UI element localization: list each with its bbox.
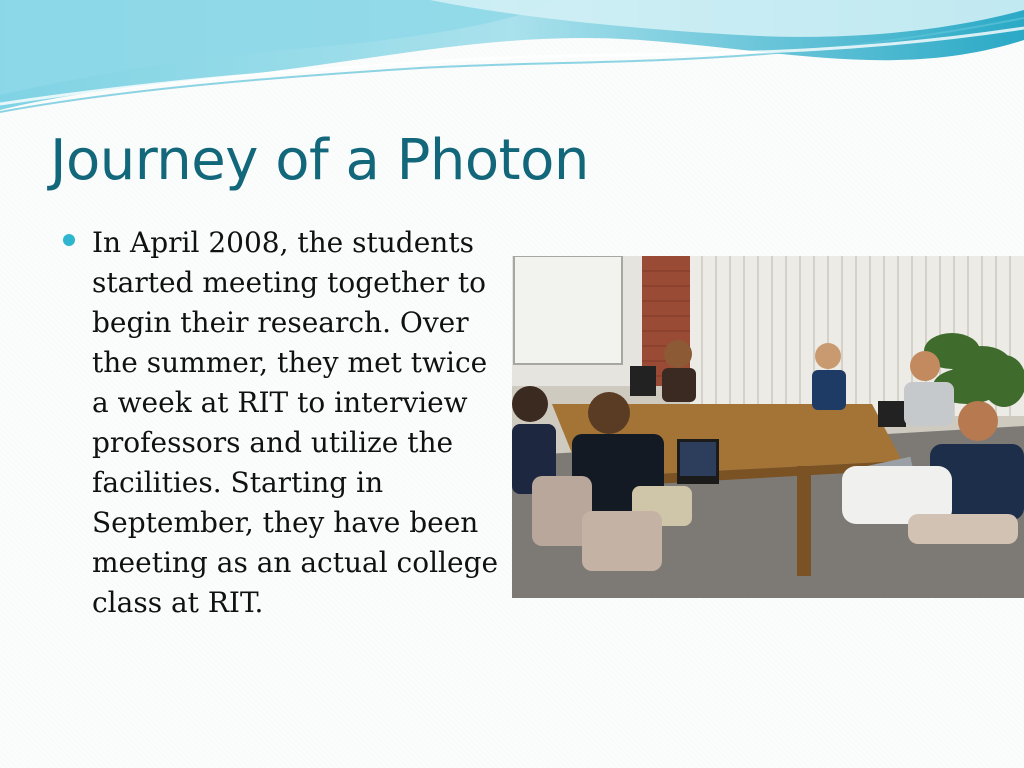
slide-title: Journey of a Photon <box>50 128 589 193</box>
bullet-item <box>62 223 507 623</box>
header-wave-decoration <box>0 0 1024 130</box>
bullet-text: In April 2008, the students started meeting together to begin their research. Over the summer, they met twice a week at RIT to interview professors and utilize the facilities. Starting in September, they have been meeting as an actual college class at RIT. <box>92 226 499 619</box>
students-meeting-photo <box>512 256 1024 598</box>
bullet-list <box>62 223 507 623</box>
bullet-icon <box>63 234 75 246</box>
photo-illustration <box>512 256 1024 598</box>
